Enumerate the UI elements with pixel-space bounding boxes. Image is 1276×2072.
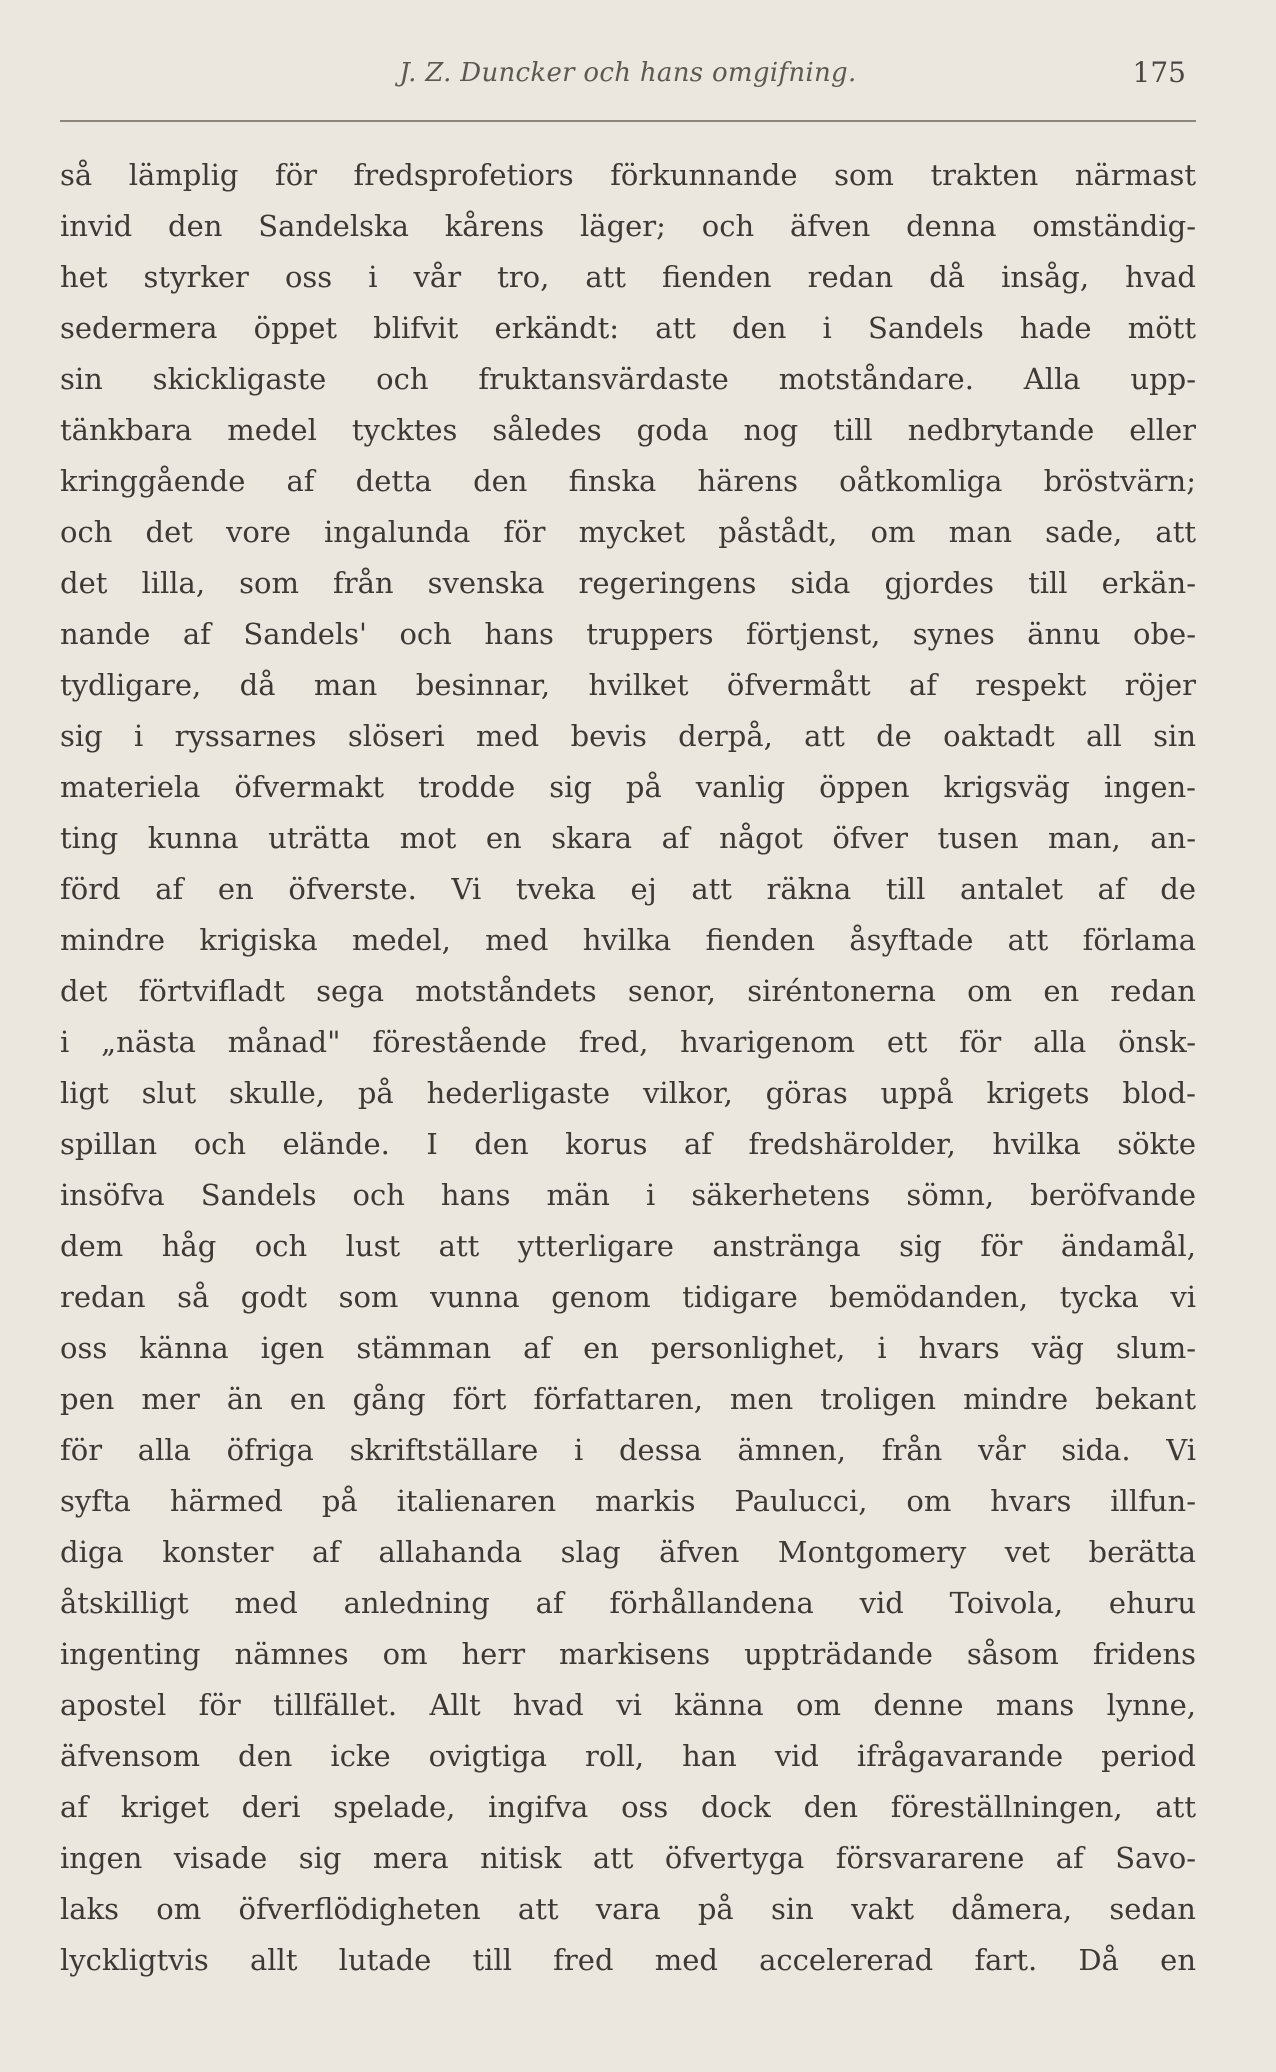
text-line: nande af Sandels' och hans truppers förtjenst, synes ännu obe-: [60, 617, 1196, 651]
text-line: af kriget deri spelade, ingifva oss dock den föreställningen, att: [60, 1790, 1196, 1824]
text-line: oss känna igen stämman af en personlighet, i hvars väg slum-: [60, 1331, 1196, 1365]
text-line: lyckligtvis allt lutade till fred med accelererad fart. Då en: [60, 1943, 1196, 1977]
body-text: [60, 150, 1196, 1986]
text-line: äfvensom den icke ovigtiga roll, han vid ifrågavarande period: [60, 1739, 1196, 1773]
text-line: invid den Sandelska kårens läger; och äfven denna omständig-: [60, 209, 1196, 243]
text-line: det förtvifladt sega motståndets senor, siréntonerna om en redan: [60, 974, 1196, 1008]
text-line: ligt slut skulle, på hederligaste vilkor, göras uppå krigets blod-: [60, 1076, 1196, 1110]
text-line: ingenting nämnes om herr markisens uppträdande såsom fridens: [60, 1637, 1196, 1671]
text-line: åtskilligt med anledning af förhållandena vid Toivola, ehuru: [60, 1586, 1196, 1620]
text-line: insöfva Sandels och hans män i säkerhetens sömn, beröfvande: [60, 1178, 1196, 1212]
text-line: spillan och elände. I den korus af fredshärolder, hvilka sökte: [60, 1127, 1196, 1161]
text-line: het styrker oss i vår tro, att fienden redan då insåg, hvad: [60, 260, 1196, 294]
text-line: apostel för tillfället. Allt hvad vi känna om denne mans lynne,: [60, 1688, 1196, 1722]
text-line: sig i ryssarnes slöseri med bevis derpå, att de oaktadt all sin: [60, 719, 1196, 753]
text-line: ting kunna uträtta mot en skara af något öfver tusen man, an-: [60, 821, 1196, 855]
header-divider: [60, 120, 1196, 122]
text-line: syfta härmed på italienaren markis Paulucci, om hvars illfun-: [60, 1484, 1196, 1518]
text-line: laks om öfverflödigheten att vara på sin vakt dåmera, sedan: [60, 1892, 1196, 1926]
text-line: mindre krigiska medel, med hvilka fienden åsyftade att förlama: [60, 923, 1196, 957]
text-line: pen mer än en gång fört författaren, men troligen mindre bekant: [60, 1382, 1196, 1416]
text-line: för alla öfriga skriftställare i dessa ämnen, från vår sida. Vi: [60, 1433, 1196, 1467]
text-line: tänkbara medel tycktes således goda nog till nedbrytande eller: [60, 413, 1196, 447]
text-line: förd af en öfverste. Vi tveka ej att räkna till antalet af de: [60, 872, 1196, 906]
text-line: sedermera öppet blifvit erkändt: att den i Sandels hade mött: [60, 311, 1196, 345]
text-line: och det vore ingalunda för mycket påstådt, om man sade, att: [60, 515, 1196, 549]
text-line: tydligare, då man besinnar, hvilket öfvermått af respekt röjer: [60, 668, 1196, 702]
text-line: det lilla, som från svenska regeringens sida gjordes till erkän-: [60, 566, 1196, 600]
text-line: diga konster af allahanda slag äfven Montgomery vet berätta: [60, 1535, 1196, 1569]
text-line: i „nästa månad" förestående fred, hvarigenom ett för alla önsk-: [60, 1025, 1196, 1059]
page-number: 175: [1132, 56, 1186, 89]
text-line: ingen visade sig mera nitisk att öfvertyga försvararene af Savo-: [60, 1841, 1196, 1875]
running-title: J. Z. Duncker och hans omgifning.: [399, 58, 857, 88]
text-line: kringgående af detta den finska härens oåtkomliga bröstvärn;: [60, 464, 1196, 498]
text-line: materiela öfvermakt trodde sig på vanlig öppen krigsväg ingen-: [60, 770, 1196, 804]
text-line: sin skickligaste och fruktansvärdaste motståndare. Alla upp-: [60, 362, 1196, 396]
running-header: [60, 52, 1196, 102]
text-line: så lämplig för fredsprofetiors förkunnande som trakten närmast: [60, 158, 1196, 192]
text-line: redan så godt som vunna genom tidigare bemödanden, tycka vi: [60, 1280, 1196, 1314]
text-line: dem håg och lust att ytterligare anstränga sig för ändamål,: [60, 1229, 1196, 1263]
